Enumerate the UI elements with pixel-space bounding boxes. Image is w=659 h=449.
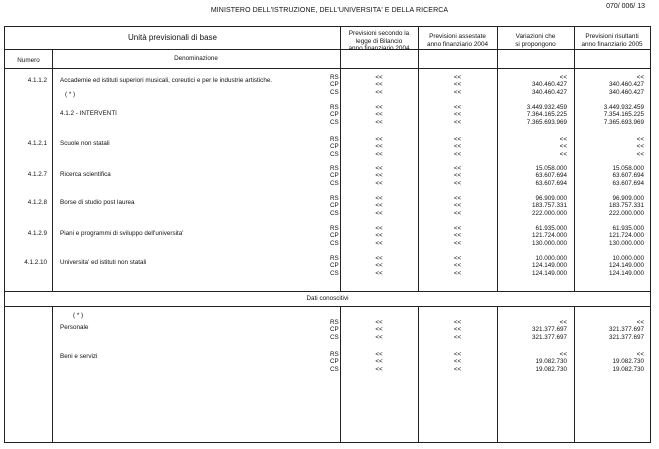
col-numero: Numero <box>17 57 40 64</box>
row-number: 4.1.2.9 <box>27 230 47 237</box>
row-types: RS CP CS <box>330 165 339 187</box>
row-risultanti: << 340.460.427 340.460.427 <box>608 74 644 96</box>
footnote-marker: ( * ) <box>73 312 84 319</box>
row-risultanti: << << << <box>636 136 644 158</box>
row-variazioni: 15.058.000 63.607.694 63.607.694 <box>535 165 567 187</box>
row-assestate: << << << <box>453 225 462 247</box>
row-number: 4.1.2.1 <box>27 140 47 147</box>
row-types: RS CP CS <box>330 74 339 96</box>
unit-title: Unità previsionali di base <box>128 33 217 42</box>
budget-table <box>4 26 651 443</box>
row-denomination: Ricerca scientifica <box>60 171 111 178</box>
row-denomination: Piani e programmi di sviluppo dell'universita' <box>60 230 184 237</box>
row-assestate: << << << <box>453 104 462 126</box>
row-number: 4.1.2.8 <box>27 199 47 206</box>
row-types: RS CP CS <box>330 255 339 277</box>
row-prev-2004: << << << <box>375 255 383 277</box>
row-prev-2004: << << << <box>375 319 383 341</box>
row-types: RS CP CS <box>330 225 339 247</box>
row-types: RS CP CS <box>330 104 339 126</box>
row-denomination: Scuole non statali <box>60 140 110 147</box>
row-variazioni: << << << <box>559 136 567 158</box>
dati-conoscitivi-title: Dati conoscitivi <box>306 295 349 302</box>
row-assestate: << << << <box>453 255 462 277</box>
row-prev-2004: << << << <box>375 225 383 247</box>
row-variazioni: 96.909.000 183.757.331 222.000.000 <box>531 195 567 217</box>
row-risultanti: 3.449.932.459 7.354.165.225 7.365.693.969 <box>603 104 644 126</box>
row-types: RS CP CS <box>330 351 339 373</box>
row-risultanti: 10.000.000 124.149.000 124.149.000 <box>608 255 644 277</box>
col-risultanti: Previsioni risultanti anno finanziario 2005 <box>581 33 643 48</box>
row-assestate: << << << <box>453 74 462 96</box>
row-prev-2004: << << << <box>375 104 383 126</box>
row-variazioni: 3.449.932.459 7.364.165.225 7.365.693.969 <box>526 104 567 126</box>
row-number: 4.1.1.2 <box>27 77 47 84</box>
col-denominazione: Denominazione <box>174 55 218 62</box>
row-assestate: << << << <box>453 165 462 187</box>
row-risultanti: << 321.377.697 321.377.697 <box>608 319 644 341</box>
col-assestate: Previsioni assestate anno finanziario 2004 <box>426 33 489 48</box>
dati-item-label: Beni e servizi <box>60 353 98 360</box>
row-variazioni: << 321.377.697 321.377.697 <box>531 319 567 341</box>
row-variazioni: << 19.082.730 19.082.730 <box>535 351 567 373</box>
col-prev-2004: Previsioni secondo la legge di Bilancio anno finanziario 2004 <box>348 30 410 52</box>
row-assestate: << << << <box>453 136 462 158</box>
dati-item-label: Personale <box>60 324 89 331</box>
row-denomination: Accademie ed istituti superiori musicali, coreutici e per le industrie artistiche. <box>60 77 273 84</box>
row-assestate: << << << <box>453 319 462 341</box>
row-prev-2004: << << << <box>375 351 383 373</box>
row-denomination: Borse di studio post laurea <box>60 199 135 206</box>
row-assestate: << << << <box>453 351 462 373</box>
row-prev-2004: << << << <box>375 165 383 187</box>
row-denomination: 4.1.2 - INTERVENTI <box>60 110 117 117</box>
document-code: 070/ 006/ 13 <box>606 3 645 10</box>
row-types: RS CP CS <box>330 195 339 217</box>
row-variazioni: 61.935.000 121.724.000 130.000.000 <box>531 225 567 247</box>
col-variazioni: Variazioni che si propongono <box>515 33 556 48</box>
row-types: RS CP CS <box>330 136 339 158</box>
row-risultanti: 15.058.000 63.607.694 63.607.694 <box>612 165 644 187</box>
row-number: 4.1.2.10 <box>24 259 47 266</box>
row-risultanti: 61.935.000 121.724.000 130.000.000 <box>608 225 644 247</box>
row-prev-2004: << << << <box>375 74 383 96</box>
row-assestate: << << << <box>453 195 462 217</box>
row-variazioni: 10.000.000 124.149.000 124.149.000 <box>531 255 567 277</box>
row-risultanti: 96.909.000 183.757.331 222.000.000 <box>608 195 644 217</box>
row-variazioni: << 340.460.427 340.460.427 <box>531 74 567 96</box>
footnote-marker: ( * ) <box>65 91 76 98</box>
row-risultanti: << 19.082.730 19.082.730 <box>612 351 644 373</box>
ministry-title: MINISTERO DELL'ISTRUZIONE, DELL'UNIVERSITA' E DELLA RICERCA <box>210 7 449 14</box>
row-prev-2004: << << << <box>375 195 383 217</box>
row-number: 4.1.2.7 <box>27 171 47 178</box>
row-types: RS CP CS <box>330 319 339 341</box>
row-denomination: Universita' ed istituti non statali <box>60 259 147 266</box>
row-prev-2004: << << << <box>375 136 383 158</box>
